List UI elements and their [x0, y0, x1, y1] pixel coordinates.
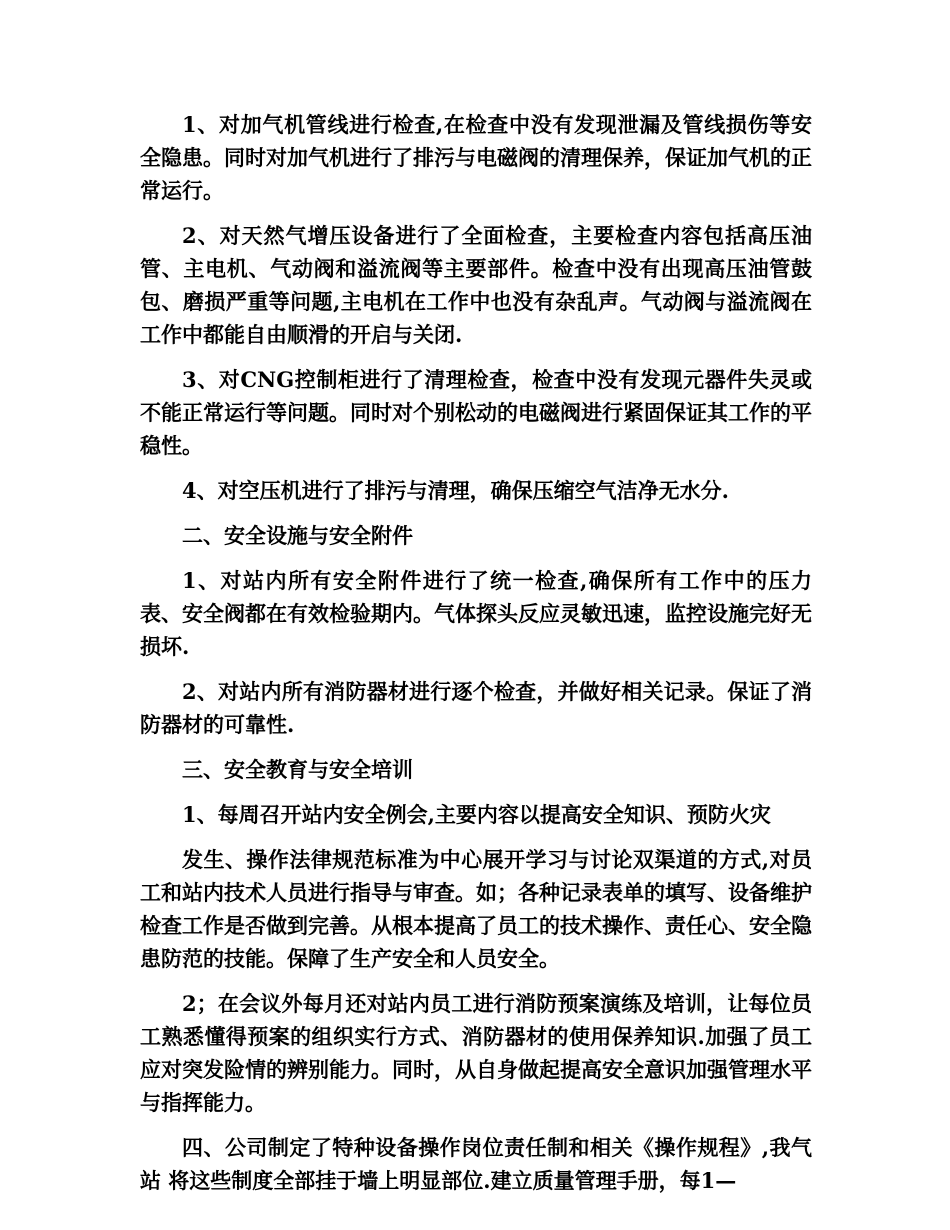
paragraph-compressor-check: 2、对天然气增压设备进行了全面检查，主要检查内容包括高压油管、主电机、气动阀和溢流阀等主要部件。检查中没有出现高压油管鼓包、磨损严重等问题,主电机在工作中也没有杂乱声。气动阀与溢流阀在工作中都能自由顺滑的开启与关闭.: [140, 223, 812, 347]
section-heading-safety-facilities: 二、安全设施与安全附件: [182, 523, 413, 548]
paragraph-cng-control-cabinet: 3、对CNG控制柜进行了清理检查，检查中没有发现元器件失灵或不能正常运行等问题。同时对个别松动的电磁阀进行紧固保证其工作的平稳性。: [140, 367, 812, 458]
document-body: [140, 108, 812, 1209]
paragraph-gas-dispenser-check: 1、对加气机管线进行检查,在检查中没有发现泄漏及管线损伤等安全隐患。同时对加气机进行了排污与电磁阀的清理保养，保证加气机的正常运行。: [140, 112, 812, 203]
paragraph-safety-accessories: 1、对站内所有安全附件进行了统一检查,确保所有工作中的压力表、安全阀都在有效检验期内。气体探头反应灵敏迅速，监控设施完好无损坏.: [140, 568, 812, 659]
paragraph-company-regulations: 四、公司制定了特种设备操作岗位责任制和相关《操作规程》,我气站 将这些制度全部挂于墙上明显部位.建立质量管理手册，每1—: [140, 1135, 812, 1193]
section-heading-safety-training: 三、安全教育与安全培训: [182, 757, 413, 782]
paragraph-meeting-continued: 发生、操作法律规范标准为中心展开学习与讨论双渠道的方式,对员工和站内技术人员进行指导与审查。如；各种记录表单的填写、设备维护检查工作是否做到完善。从根本提高了员工的技术操作、责任心、安全隐患防范的技能。保障了生产安全和人员安全。: [140, 847, 812, 971]
paragraph-fire-equipment: 2、对站内所有消防器材进行逐个检查，并做好相关记录。保证了消防器材的可靠性.: [140, 679, 812, 737]
paragraph-air-compressor: 4、对空压机进行了排污与清理，确保压缩空气洁净无水分.: [182, 478, 729, 503]
paragraph-monthly-drill: 2；在会议外每月还对站内员工进行消防预案演练及培训，让每位员工熟悉懂得预案的组织实行方式、消防器材的使用保养知识.加强了员工应对突发险情的辨别能力。同时，从自身做起提高安全意识加强管理水平与指挥能力。: [140, 991, 812, 1115]
paragraph-weekly-meeting: 1、每周召开站内安全例会,主要内容以提高安全知识、预防火灾: [182, 802, 771, 827]
